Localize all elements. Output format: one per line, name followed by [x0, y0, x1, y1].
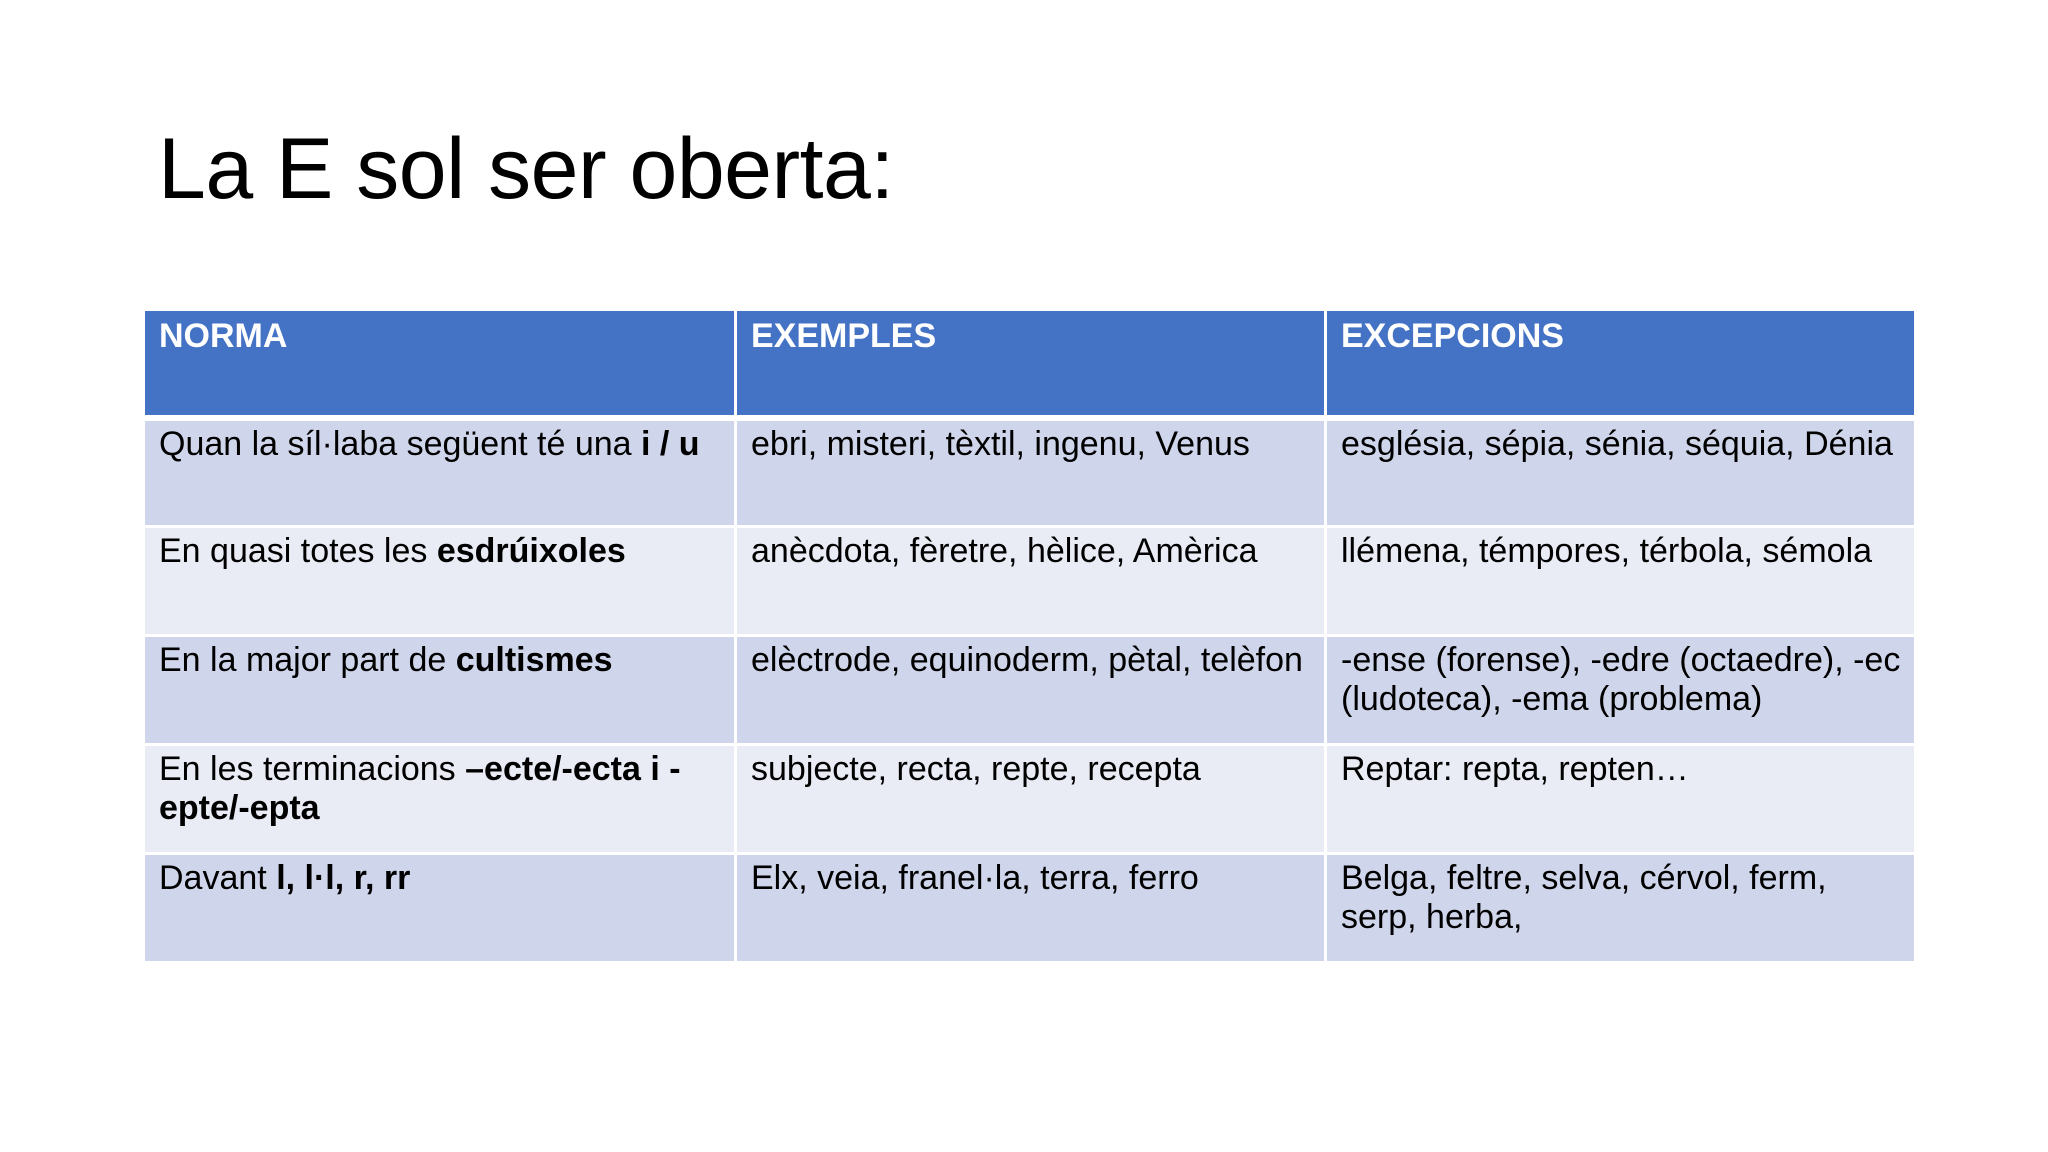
table-row: [144, 854, 1916, 963]
header-norma: NORMA: [144, 310, 736, 418]
table-row: [144, 527, 1916, 636]
cell-exemples: Elx, veia, franel·la, terra, ferro: [736, 854, 1326, 963]
header-excepcions: EXCEPCIONS: [1326, 310, 1916, 418]
cell-exemples: anècdota, fèretre, hèlice, Amèrica: [736, 527, 1326, 636]
norma-text: Davant: [159, 859, 277, 897]
table-row: [144, 745, 1916, 854]
cell-excepcions: llémena, témpores, térbola, sémola: [1326, 527, 1916, 636]
cell-norma: [144, 418, 736, 527]
cell-norma: [144, 527, 736, 636]
cell-excepcions: -ense (forense), -edre (octaedre), -ec (ludoteca), -ema (problema): [1326, 636, 1916, 745]
cell-exemples: ebri, misteri, tèxtil, ingenu, Venus: [736, 418, 1326, 527]
header-exemples: EXEMPLES: [736, 310, 1326, 418]
cell-excepcions: Belga, feltre, selva, cérvol, ferm, serp, herba,: [1326, 854, 1916, 963]
norma-text: Quan la síl·laba següent té una: [159, 424, 641, 463]
norma-bold: l, l·l, r, rr: [276, 859, 411, 897]
slide-title: La E sol ser oberta:: [158, 121, 894, 217]
table-row: [144, 418, 1916, 527]
norma-text: En les terminacions: [159, 750, 466, 788]
table-row: [144, 636, 1916, 745]
cell-norma: [144, 854, 736, 963]
cell-norma: [144, 636, 736, 745]
norma-bold: esdrúixoles: [436, 532, 626, 570]
norma-bold: cultismes: [455, 641, 613, 679]
norma-bold: i / u: [641, 424, 700, 463]
table-header-row: [144, 310, 1916, 418]
norma-text: En la major part de: [159, 641, 456, 679]
norma-bold: –ecte/-ecta i -epte/-epta: [159, 750, 681, 827]
cell-exemples: elèctrode, equinoderm, pètal, telèfon: [736, 636, 1326, 745]
rules-table: [142, 308, 1917, 964]
cell-exemples: subjecte, recta, repte, recepta: [736, 745, 1326, 854]
cell-excepcions: Reptar: repta, repten…: [1326, 745, 1916, 854]
cell-norma: [144, 745, 736, 854]
norma-text: En quasi totes les: [159, 532, 437, 570]
cell-excepcions: església, sépia, sénia, séquia, Dénia: [1326, 418, 1916, 527]
